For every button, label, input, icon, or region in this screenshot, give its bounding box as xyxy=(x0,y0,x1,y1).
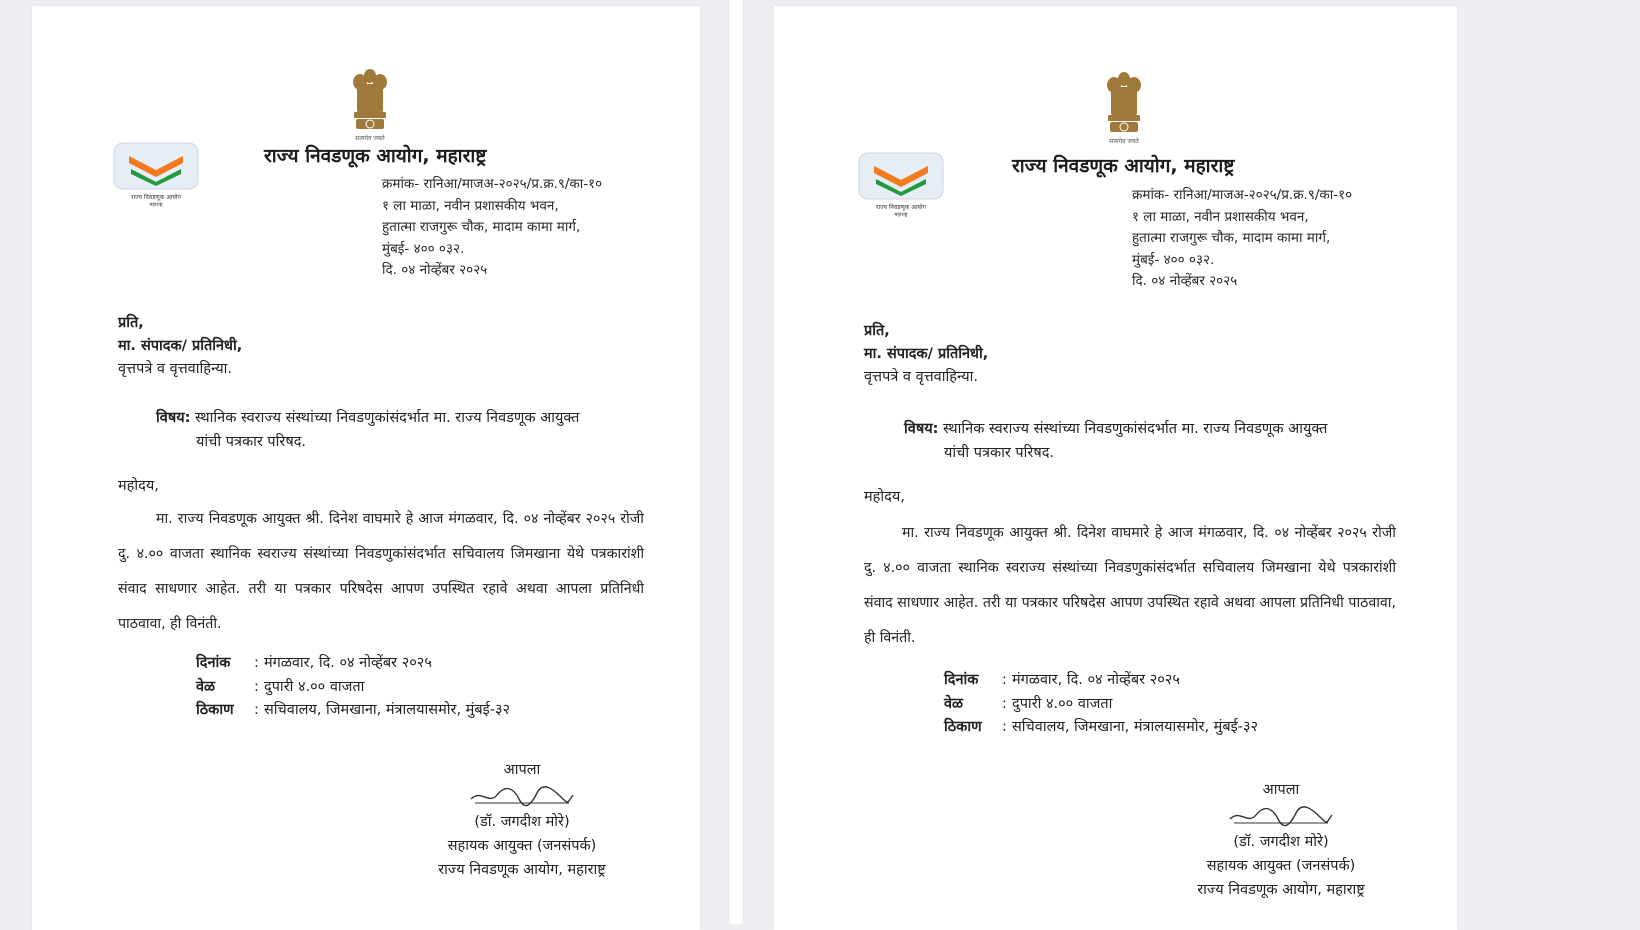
signatory-designation: सहायक आयुक्त (जनसंपर्क) xyxy=(1206,858,1356,874)
svg-text:महाराष्ट्र: महाराष्ट्र xyxy=(894,212,908,218)
address-line: हुतात्मा राजगुरू चौक, मादाम कामा मार्ग, xyxy=(382,219,581,235)
signatory-office: राज्य निवडणूक आयोग, महाराष्ट्र xyxy=(1197,882,1365,898)
ashoka-emblem-icon xyxy=(348,66,392,144)
handwritten-signature xyxy=(412,782,632,810)
address-line: मुंबई- ४०० ०३२. xyxy=(382,240,465,257)
address-line: हुतात्मा राजगुरू चौक, मादाम कामा मार्ग, xyxy=(1132,230,1331,246)
body-text: मा. राज्य निवडणूक आयुक्त श्री. दिनेश वाघमारे हे आज मंगळवार, दि. ०४ नोव्हेंबर २०२५ रोजी दु. ४.०० वाजता स्थानिक स्वराज्य संस्थांच्या निवडणुकांसंदर्भात सचिवालय जिमखाना येथे पत्रकारांशी संवाद साधणार आहेत. तरी या पत्रकार परिषदेस आपण उपस्थित रहावे अथवा आपला प्रतिनिधी पाठवावा, ही विनंती. xyxy=(118,511,644,632)
recipient-block xyxy=(118,312,242,381)
event-details xyxy=(196,652,510,723)
signatory-office: राज्य निवडणूक आयोग, महाराष्ट्र xyxy=(438,862,606,878)
subject-text-cont: यांची पत्रकार परिषद. xyxy=(944,445,1055,461)
subject-label: विषय: xyxy=(904,421,939,437)
detail-row-date: दिनांक : मंगळवार, दि. ०४ नोव्हेंबर २०२५ xyxy=(944,672,1180,688)
recipient-to: प्रति, xyxy=(118,315,144,331)
recipient-addressee: मा. संपादक/ प्रतिनिधी, xyxy=(118,338,243,354)
detail-row-time: वेळ : दुपारी ४.०० वाजता xyxy=(196,678,365,695)
svg-text:राज्य निवडणूक आयोग: राज्य निवडणूक आयोग xyxy=(131,194,181,201)
body-text: मा. राज्य निवडणूक आयुक्त श्री. दिनेश वाघमारे हे आज मंगळवार, दि. ०४ नोव्हेंबर २०२५ रोजी दु. ४.०० वाजता स्थानिक स्वराज्य संस्थांच्या निवडणुकांसंदर्भात सचिवालय जिमखाना येथे पत्रकारांशी संवाद साधणार आहेत. तरी या पत्रकार परिषदेस आपण उपस्थित रहावे अथवा आपला प्रतिनिधी पाठवावा, ही विनंती. xyxy=(864,525,1396,646)
recipient-to: प्रति, xyxy=(864,323,890,339)
subject-label: विषय: xyxy=(156,410,191,426)
letter-title: राज्य निवडणूक आयोग, महाराष्ट्र xyxy=(264,145,487,167)
closing: आपला xyxy=(503,762,541,778)
letter-address xyxy=(1132,185,1352,293)
signatory-designation: सहायक आयुक्त (जनसंपर्क) xyxy=(447,838,597,854)
letter-address xyxy=(382,174,602,282)
svg-text:राज्य निवडणूक आयोग: राज्य निवडणूक आयोग xyxy=(876,204,926,211)
recipient-addressee: मा. संपादक/ प्रतिनिधी, xyxy=(864,346,989,362)
letter-title: राज्य निवडणूक आयोग, महाराष्ट्र xyxy=(1012,155,1235,177)
svg-text:सत्यमेव जयते: सत्यमेव जयते xyxy=(1109,138,1139,145)
handwritten-signature xyxy=(1166,802,1396,830)
reference-number: क्रमांक- रानिआ/माजअ-२०२५/प्र.क्र.९/का-१० xyxy=(1132,187,1353,203)
letter-date: दि. ०४ नोव्हेंबर २०२५ xyxy=(382,262,488,278)
body-paragraph xyxy=(864,516,1396,656)
signature-block xyxy=(1166,778,1396,902)
subject-block xyxy=(904,417,1394,465)
reference-number: क्रमांक- रानिआ/माजअ-२०२५/प्र.क्र.९/का-१० xyxy=(382,176,603,192)
ashoka-emblem-icon xyxy=(1102,69,1146,147)
salutation: महोदय, xyxy=(118,478,159,494)
detail-row-date: दिनांक : मंगळवार, दि. ०४ नोव्हेंबर २०२५ xyxy=(196,655,432,671)
page-gap xyxy=(730,0,742,924)
address-line: १ ला माळा, नवीन प्रशासकीय भवन, xyxy=(1132,208,1309,225)
svg-text:सत्यमेव जयते: सत्यमेव जयते xyxy=(355,135,385,142)
closing: आपला xyxy=(1262,782,1300,798)
letter-page-right xyxy=(774,6,1457,930)
recipient-block xyxy=(864,320,988,389)
subject-text: स्थानिक स्वराज्य संस्थांच्या निवडणुकांसंदर्भात मा. राज्य निवडणूक आयुक्त xyxy=(943,421,1328,437)
detail-row-venue: ठिकाण : सचिवालय, जिमखाना, मंत्रालयासमोर, मुंबई-३२ xyxy=(944,719,1259,735)
subject-text-cont: यांची पत्रकार परिषद. xyxy=(196,434,307,450)
recipient-org: वृत्तपत्रे व वृत्तवाहिन्या. xyxy=(864,369,979,385)
election-commission-logo xyxy=(857,152,945,218)
signatory-name: (डॉ. जगदीश मोरे) xyxy=(474,814,570,830)
letter-page-left xyxy=(32,6,700,930)
recipient-org: वृत्तपत्रे व वृत्तवाहिन्या. xyxy=(118,361,233,377)
event-details xyxy=(944,669,1258,740)
detail-row-time: वेळ : दुपारी ४.०० वाजता xyxy=(944,695,1113,712)
body-paragraph xyxy=(118,502,644,642)
signatory-name: (डॉ. जगदीश मोरे) xyxy=(1233,834,1329,850)
svg-text:महाराष्ट्र: महाराष्ट्र xyxy=(149,202,163,208)
election-commission-logo xyxy=(113,142,199,208)
address-line: १ ला माळा, नवीन प्रशासकीय भवन, xyxy=(382,197,559,214)
detail-row-venue: ठिकाण : सचिवालय, जिमखाना, मंत्रालयासमोर, मुंबई-३२ xyxy=(196,702,511,718)
subject-block xyxy=(156,406,636,454)
signature-block xyxy=(412,758,632,882)
subject-text: स्थानिक स्वराज्य संस्थांच्या निवडणुकांसंदर्भात मा. राज्य निवडणूक आयुक्त xyxy=(195,410,580,426)
letter-date: दि. ०४ नोव्हेंबर २०२५ xyxy=(1132,273,1238,289)
salutation: महोदय, xyxy=(864,489,905,505)
address-line: मुंबई- ४०० ०३२. xyxy=(1132,251,1215,268)
